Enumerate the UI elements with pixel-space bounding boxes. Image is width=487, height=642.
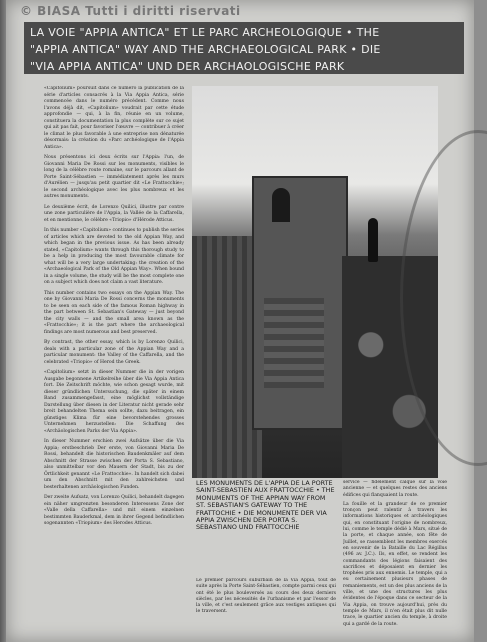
intro-paragraph: In this number «Capitolium» continues to publish the series of articles which are devoted to the old Appian Way, and which began in the previous issue. As has been already stated, «Capitolium» wants through this thorough study to be a help in producing the most favourable climate for what will be a very large undertaking: the creation of the «Archaeological Park of the Old Appian Way». When bound in a single volume, the study will be the most complete one on a subject which does not claim a vast literature. (44, 228, 184, 285)
intro-paragraph: «Capitolium» setzt in dieser Nummer die in der vorigen Ausgabe begonnene Artikelreihe über die Via Appia Antica fort. Die Zeitschrift möchte, wie schon gesagt wurde, mit dieser gründlichen Untersuchung, die später in einem Band zusammengefasst, eine möglichst vollständige Darstellung über diesen in der Literatur nicht gerade sehr breit behandelten Thema sein sollte, dazu beitragen, ein günstiges Klima für eine bevorstehendes grosses Unternehmen herzustellen: Die Schaffung des «Archäologischen Parks der Via Appia». (44, 370, 184, 434)
tomb-monument (252, 176, 348, 430)
body-paragraph: La fouille et la grandeur de ce premier tronçon peut ralentir à travers les informations historiques et archéologiques qui, en constituant l'origine de nombreux, lui, comme le temple dédié à Mars, situé de la porte, et chaque année, son fête de Juillet, se rassemblent les membres exercés en souvenir de la Bataille du Lac Régillus (496 av. J.C.). Ils, en effet, se rendent les commandants des légions faisaient des sacrifices et déposaient en dernier les trophées pris aux ennemis. Le temple, qui a eu certainement plusieurs phases de remaniements, est un des plus anciens de la ville, et une des structures les plus évidentes de l'époque dans ce secteur de la Via Appia, on trouve aujourd'hui, près du temple de Mars, il n'en était plus dit nulle trace, le quartier ancien du temple, à droite qui a gardé de la route. (343, 501, 447, 627)
standing-person (368, 218, 378, 262)
intro-paragraph: In dieser Nummer erschien zwei Aufsätze über die Via Appia; erstbeschrieb Der erste, von Giovanni Maria De Rossi, behandelt die historischen Baudenkmäler auf dem Abschnitt der Strasse zwischen der Porta S. Sebastiano, also unmittelbar vor den Mauern der Stadt, bis zu der Örtlichkeit genannt «Le Frattocchie». In handelt sich dabei um den Abschnitt mit den zahlreichsten und besterhaltenen archäologischen Funden. (44, 439, 184, 490)
title-line-french: LA VOIE "APPIA ANTICA" ET LE PARC ARCHEOLOGIQUE • THE (30, 26, 380, 39)
body-text-column (196, 578, 336, 636)
intro-text-column (44, 86, 184, 631)
section-caption: LES MONUMENTS DE L'APPIA DE LA PORTE SAINT-SEBASTIEN AUX FRATTOCCHIE • THE MONUMENTS OF THE APPIAN WAY FROM ST. SEBASTIAN'S GATEWAY TO THE FRATTOCHIE • DIE MONUMENTE DER VIA APPIA ZWISCHEN DER PORTA S. SEBASTIANO UND FRATTOCCHIE (196, 480, 335, 532)
intro-paragraph: «Capitolium» poursuit dans ce numéro la publication de la série d'articles consacrés à la Via Appia Antica, série commencée dans le numéro précédent. Comme nous l'avons déjà dit, «Capitolium» voudrait par cette étude approfondie — qui, à la fin, réunie en un volume, constituera la documentation la plus complète sur ce sujet qui ait pas fait, pour favoriser l'œuvre — contribuer à créer le climat le plus favorable à une entreprise non dénaturée désormais: la création du «Parc archéologique de l'Appia Antica». (44, 86, 184, 150)
intro-paragraph: Le deuxième écrit, de Lorenzo Quilici, illustre par contre une zone particulière de l'Appia, la Vallée de la Caffarella, et en mentionne, le célèbre «Triopio» d'Hérode Atticus. (44, 204, 184, 223)
body-text-column-right (343, 480, 447, 635)
intro-paragraph: Nous présentons ici deux écrits sur l'Appia: l'un, de Giovanni Maria De Rossi sur les monuments, visibles le long de la célèbre route romaine, sur le parcours allant de Porte Saint-Sébastien — immédiatement après les murs d'Aurélien — jusqu'au petit quartier dit «Le Frattocchie»; le second archéologique avec les plus nombreux et les autres monuments. (44, 155, 184, 199)
title-line-german: "VIA APPIA ANTICA" UND DER ARCHAOLOGISCHE PARK (30, 60, 345, 73)
intro-paragraph: This number contains two essays on the Appian Way. The one by Giovanni Maria De Rossi concerns the monuments to be seen on each side of the famous Roman highway in the part between St. Sebastian's Gateway — just beyond the city walls — and the small area known as the «Frattocchie»; it is the part where the archaeological findings are most numerous and best preserved. (44, 290, 184, 335)
rubble-stones (342, 256, 438, 478)
copyright-watermark: © BIASA Tutti i diritti riservati (20, 4, 241, 18)
title-line-english: "APPIA ANTICA" WAY AND THE ARCHAEOLOGICAL PARK • DIE (30, 43, 381, 56)
roman-tomb-photograph (192, 86, 438, 478)
body-paragraph: service — fidèlement calqué sur la voie ancienne — et quelques restes des anciens édifices qui flanquaient la route. (343, 480, 447, 498)
body-paragraph: Le premier parcours suburbain de la Via Appia, tout de suite après la Porte Saint-Sébastien, compte parmi ceux qui ont été le plus bouleversés au cours des deux derniers siècles, par les nécessités de l'urbanisme et par l'essor de la ville, et c'est seulement grâce aux vestiges antiques qui le traversent. (196, 578, 336, 615)
intro-paragraph: By contrast, the other essay, which is by Lorenzo Quilici, deals with a particular zone of the Appian Way and a particular monument: the Valley of the Caffarella, and the celebrated «Triopio» of Herod the Greek. (44, 340, 184, 365)
intro-paragraph: Der zweite Aufsatz, von Lorenzo Quilici, behandelt dagegen ein näher umgrenzten besonderen Interessens Zone der «Valle della Caffarella» und mit einem einzelnen bestimmten Bauderkmal, dem in ihrer Gegend befindlichen sogenannten «Triopium» des Herodes Atticus. (44, 495, 184, 526)
article-title-banner (24, 22, 464, 74)
